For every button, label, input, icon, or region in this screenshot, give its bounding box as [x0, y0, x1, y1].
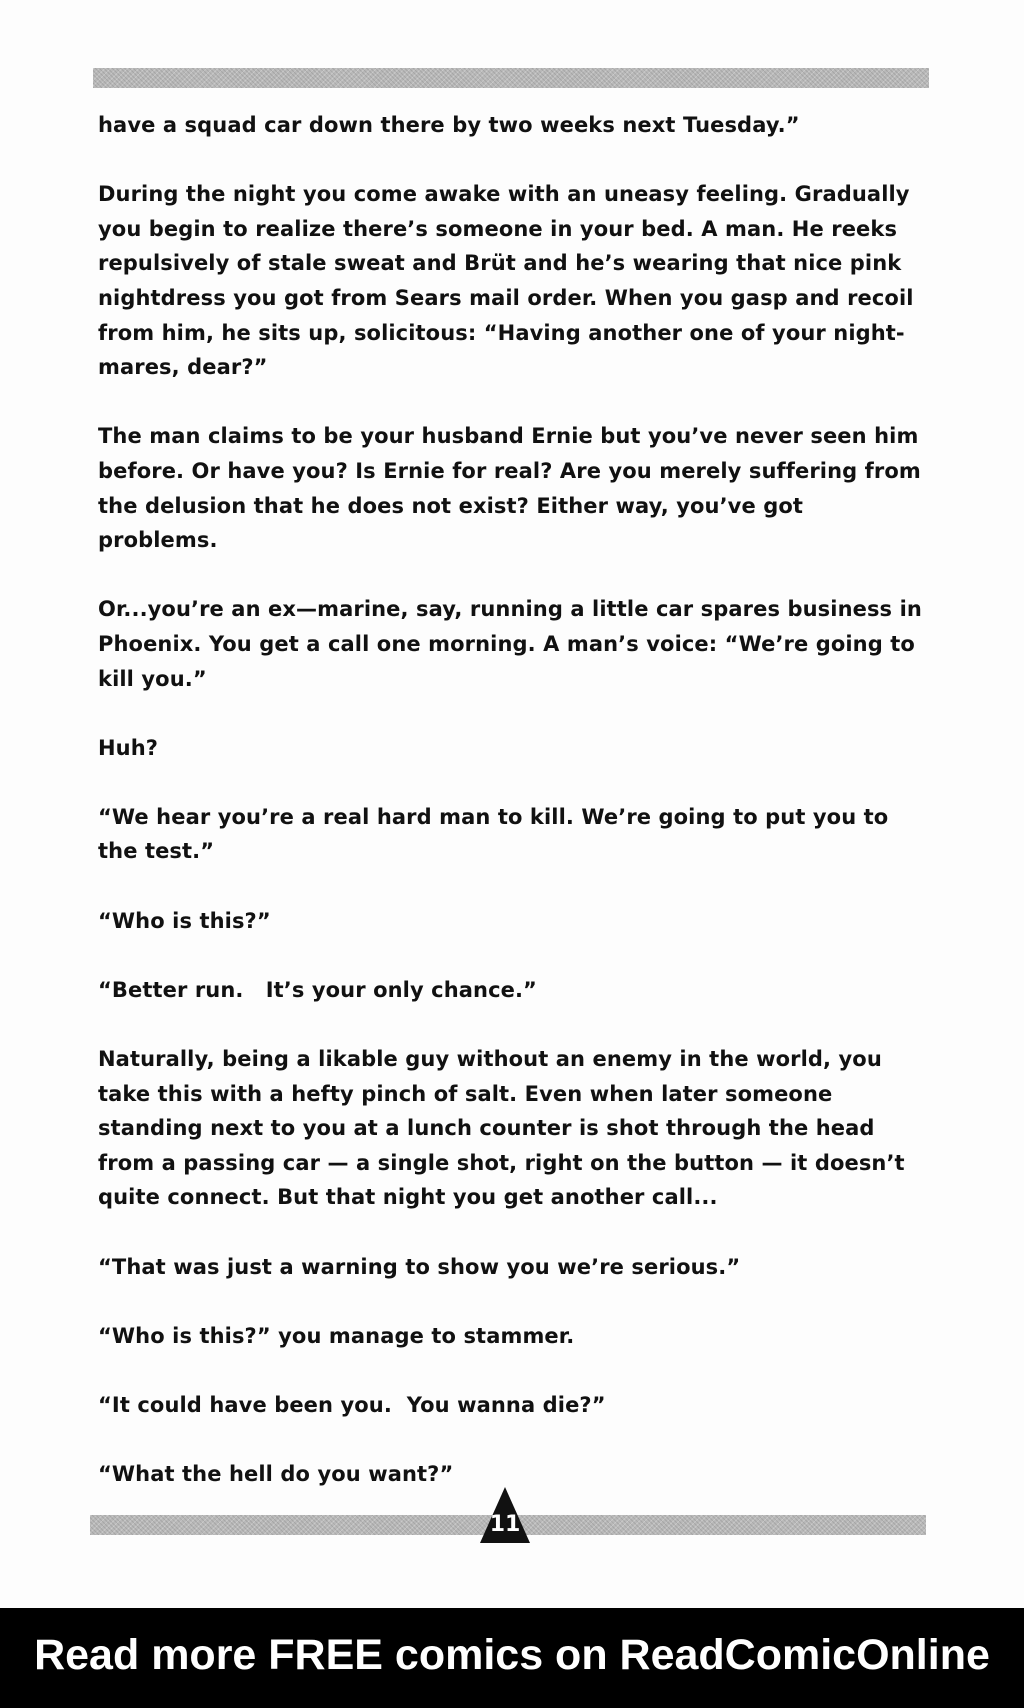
paragraph: Or...you’re an ex—marine, say, running a little car spares business in Phoenix. You get a call one morning. A man’s voice: “We’re going to kill you.” [98, 597, 930, 691]
paragraph: “It could have been you. You wanna die?” [98, 1392, 606, 1417]
paragraph: have a squad car down there by two weeks next Tuesday.” [98, 113, 800, 137]
paragraph: “What the hell do you want?” [98, 1462, 454, 1487]
paragraph: Naturally, being a likable guy without an enemy in the world, you take this with a hefty pinch of salt. Even when later someone standing next to you at a lunch counter is shot through the head from a passing car — a single shot, right on the button — it doesn’t quite connect. But that night you get another call... [98, 1047, 913, 1210]
paragraph: “That was just a warning to show you we’re serious.” [98, 1254, 741, 1279]
top-header-rule [93, 68, 929, 88]
paragraph: The man claims to be your husband Ernie but you’ve never seen him before. Or have you? Is Ernie for real? Are you merely suffering from the delusion that he does not exist? Either way, you’ve got problems. [98, 424, 929, 553]
paragraph: “Who is this?” you manage to stammer. [98, 1323, 575, 1348]
paragraph: During the night you come awake with an uneasy feeling. Gradually you begin to realize there’s someone in your bed. A man. He reeks repulsively of stale sweat and Brüt and he’s wearing that nice pink nightdress you got from Sears mail order. When you gasp and recoil from him, he sits up, solicitous: “Having another one of your night-mares, dear?” [98, 182, 921, 380]
triangle-page-marker-icon [479, 1486, 531, 1544]
body-text [98, 108, 928, 1492]
paragraph: Huh? [98, 735, 159, 760]
paragraph: “Who is this?” [98, 908, 271, 933]
paragraph: “Better run. It’s your only chance.” [98, 977, 537, 1002]
promo-banner-text[interactable]: Read more FREE comics on ReadComicOnline [34, 1631, 990, 1679]
promo-banner[interactable] [0, 1608, 1024, 1708]
paragraph: “We hear you’re a real hard man to kill. We’re going to put you to the test.” [98, 804, 896, 864]
page-number: 11 [489, 1512, 521, 1537]
